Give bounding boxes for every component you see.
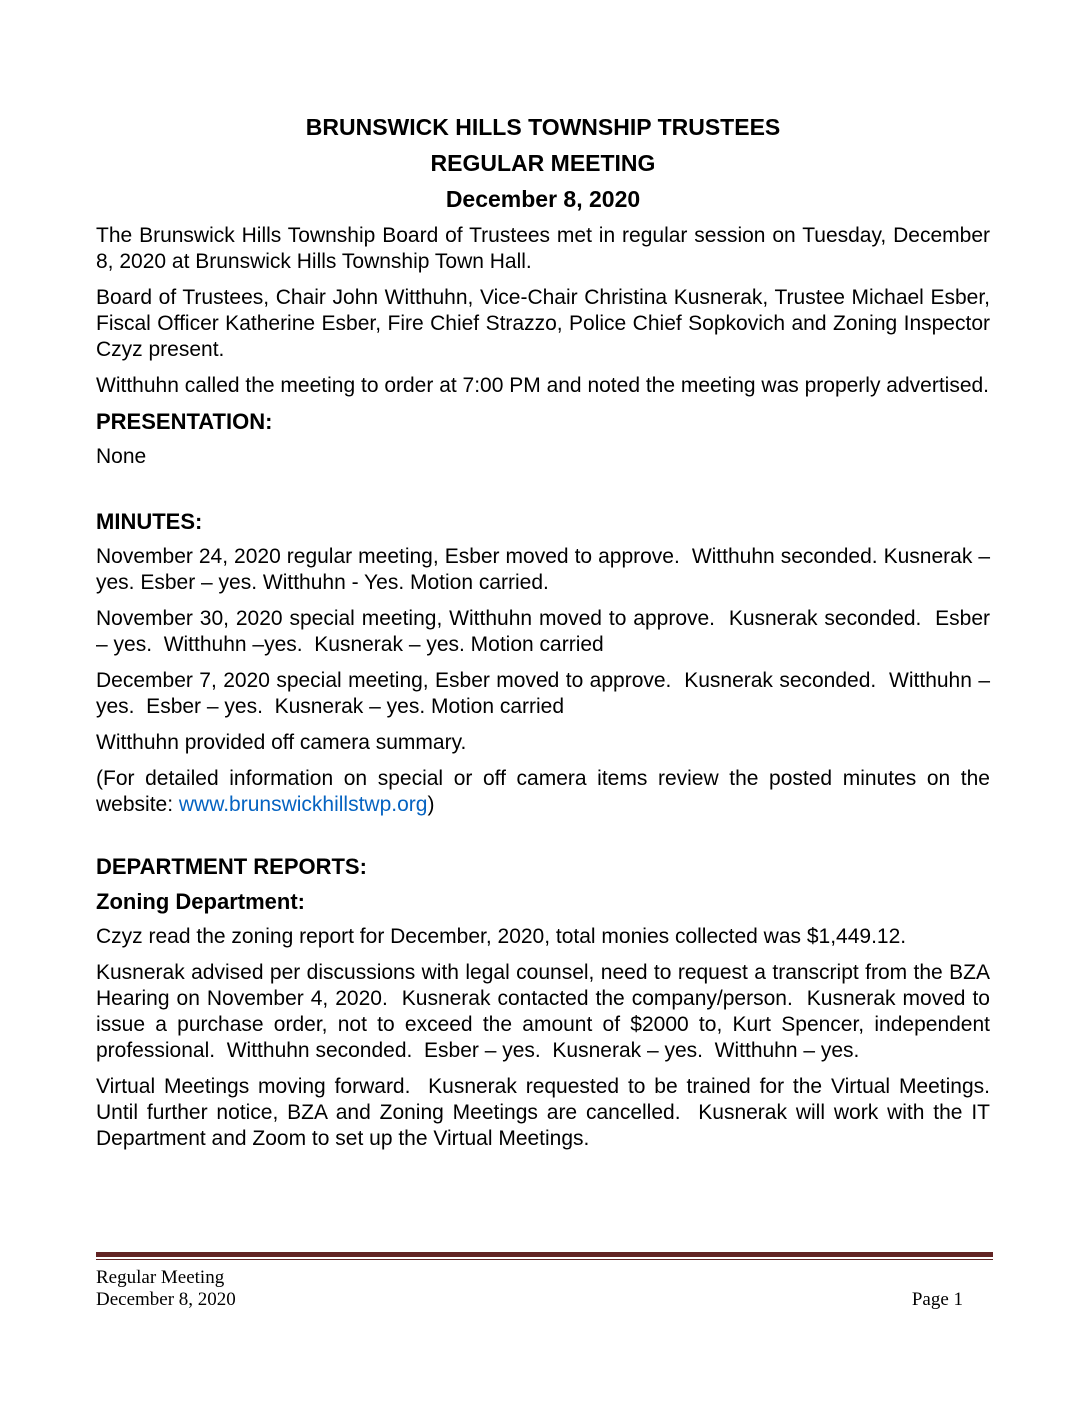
minutes-note-text: (For detailed information on special or off camera items review the posted minutes on the website: [96,767,996,816]
intro-paragraph-call-to-order: Witthuhn called the meeting to order at 7:00 PM and noted the meeting was properly advertised. [96,374,990,397]
minutes-note [96,766,996,818]
footer-row [96,1267,993,1311]
document-date: December 8, 2020 [445,186,641,212]
footer [96,1252,993,1311]
presentation-heading: PRESENTATION: [96,409,273,434]
minutes-paragraph-nov30: November 30, 2020 special meeting, Witthuhn moved to approve. Kusnerak seconded. Esber – yes. Witthuhn –yes. Kusnerak – yes. Motion carried [96,607,996,656]
footer-date: December 8, 2020 [96,1289,236,1310]
document-content [96,109,1002,1162]
minutes-paragraph-dec7: December 7, 2020 special meeting, Esber moved to approve. Kusnerak seconded. Witthuhn – yes. Esber – yes. Kusnerak – yes. Motion carried [96,669,996,718]
zoning-paragraph-transcript: Kusnerak advised per discussions with legal counsel, need to request a transcript from the BZA Hearing on November 4, 2020. Kusnerak contacted the company/person. Kusnerak moved to issue a purchase order, not to exceed the amount of $2000 to, Kurt Spencer, independent professional. Witthuhn seconded. Esber – yes. Kusnerak – yes. Witthuhn – yes. [96,961,996,1062]
document-subtitle: REGULAR MEETING [430,150,656,176]
minutes-heading: MINUTES: [96,509,203,534]
minutes-paragraph-summary: Witthuhn provided off camera summary. [96,731,467,754]
footer-left [96,1267,236,1311]
zoning-paragraph-virtual-meetings: Virtual Meetings moving forward. Kusnerak requested to be trained for the Virtual Meetings. Until further notice, BZA and Zoning Meetings are cancelled. Kusnerak will work with the IT Department and Zoom to set up the Virtual Meetings. [96,1075,1002,1150]
department-reports-heading: DEPARTMENT REPORTS: [96,854,367,879]
presentation-content: None [96,445,147,468]
zoning-department-heading: Zoning Department: [96,889,305,914]
footer-rule-thick [96,1252,993,1257]
minutes-note-suffix: ) [427,793,435,816]
footer-meeting-type: Regular Meeting [96,1267,225,1288]
zoning-paragraph-report: Czyz read the zoning report for December, 2020, total monies collected was $1,449.12. [96,925,907,948]
footer-rule-thin [96,1259,993,1260]
title-block [96,109,990,217]
page-number: Page 1 [911,1289,963,1310]
intro-paragraph-attendees: Board of Trustees, Chair John Witthuhn, Vice-Chair Christina Kusnerak, Trustee Michael Esber, Fiscal Officer Katherine Esber, Fire Chief Strazzo, Police Chief Sopkovich and Zoning Inspector Czyz present. [96,286,996,361]
document-title: BRUNSWICK HILLS TOWNSHIP TRUSTEES [305,114,781,140]
minutes-paragraph-nov24: November 24, 2020 regular meeting, Esber moved to approve. Witthuhn seconded. Kusnerak – yes. Esber – yes. Witthuhn - Yes. Motion carried. [96,545,996,594]
intro-paragraph-session: The Brunswick Hills Township Board of Trustees met in regular session on Tuesday, December 8, 2020 at Brunswick Hills Township Town Hall. [96,224,996,273]
website-link[interactable]: www.brunswickhillstwp.org [178,793,428,816]
